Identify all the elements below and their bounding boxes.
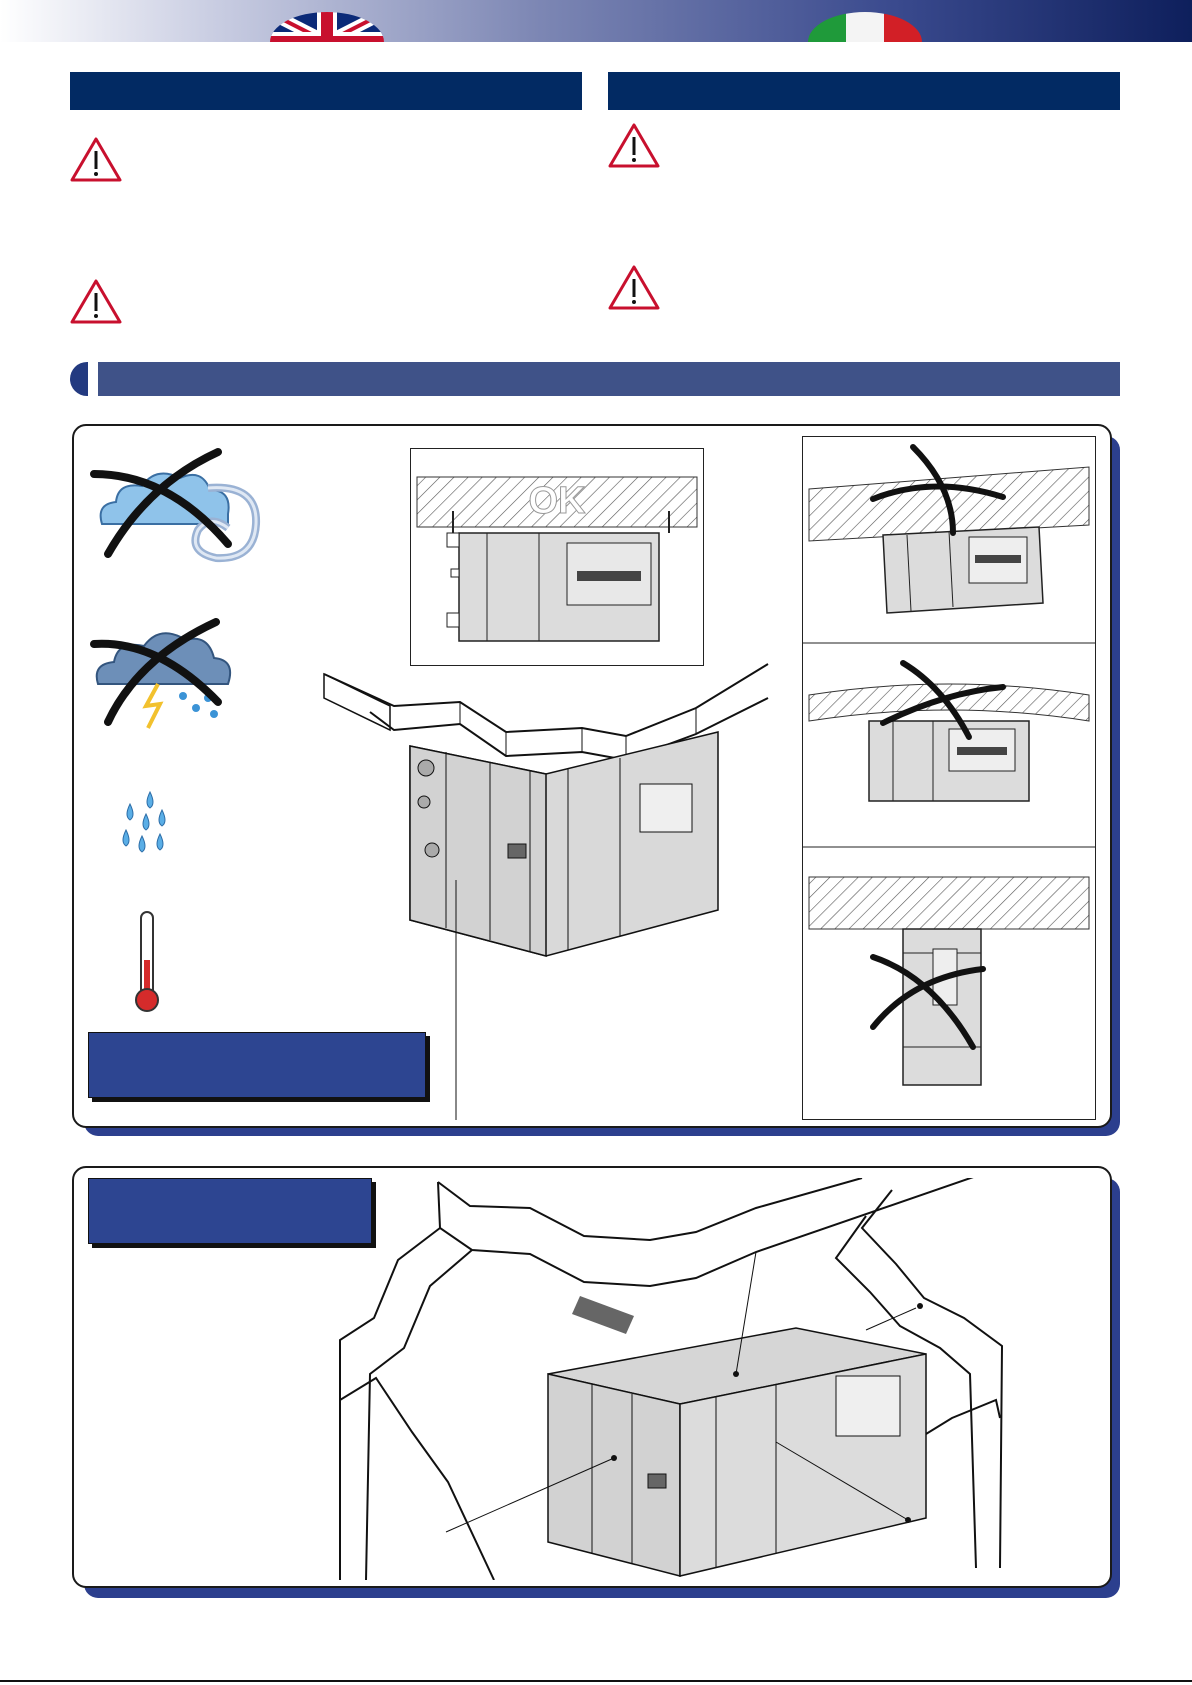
correct-mounting-frame bbox=[410, 448, 704, 666]
uk-flag-icon bbox=[268, 12, 386, 42]
warning-icon bbox=[608, 264, 660, 310]
clearance-label-box bbox=[88, 1178, 372, 1244]
warning-icon bbox=[70, 136, 122, 182]
page-bottom-rule bbox=[0, 1680, 1192, 1682]
warning-icon bbox=[608, 122, 660, 168]
installation-section-bar bbox=[98, 362, 1120, 396]
english-section-header bbox=[70, 72, 582, 110]
ok-mark: OK bbox=[528, 480, 586, 522]
italy-flag-icon bbox=[806, 12, 924, 42]
warning-icon bbox=[70, 278, 122, 324]
thermometer-icon bbox=[132, 910, 162, 1014]
top-banner bbox=[0, 0, 1192, 42]
water-drops-icon bbox=[116, 790, 172, 856]
italian-section-header bbox=[608, 72, 1120, 110]
no-wind-icon bbox=[88, 444, 268, 574]
incorrect-mounting-column bbox=[802, 436, 1096, 1120]
no-storm-icon bbox=[88, 618, 238, 736]
section-marker bbox=[70, 362, 88, 396]
unit-isometric-illustration bbox=[320, 660, 770, 1120]
clearance-isometric-illustration bbox=[336, 1178, 1096, 1580]
